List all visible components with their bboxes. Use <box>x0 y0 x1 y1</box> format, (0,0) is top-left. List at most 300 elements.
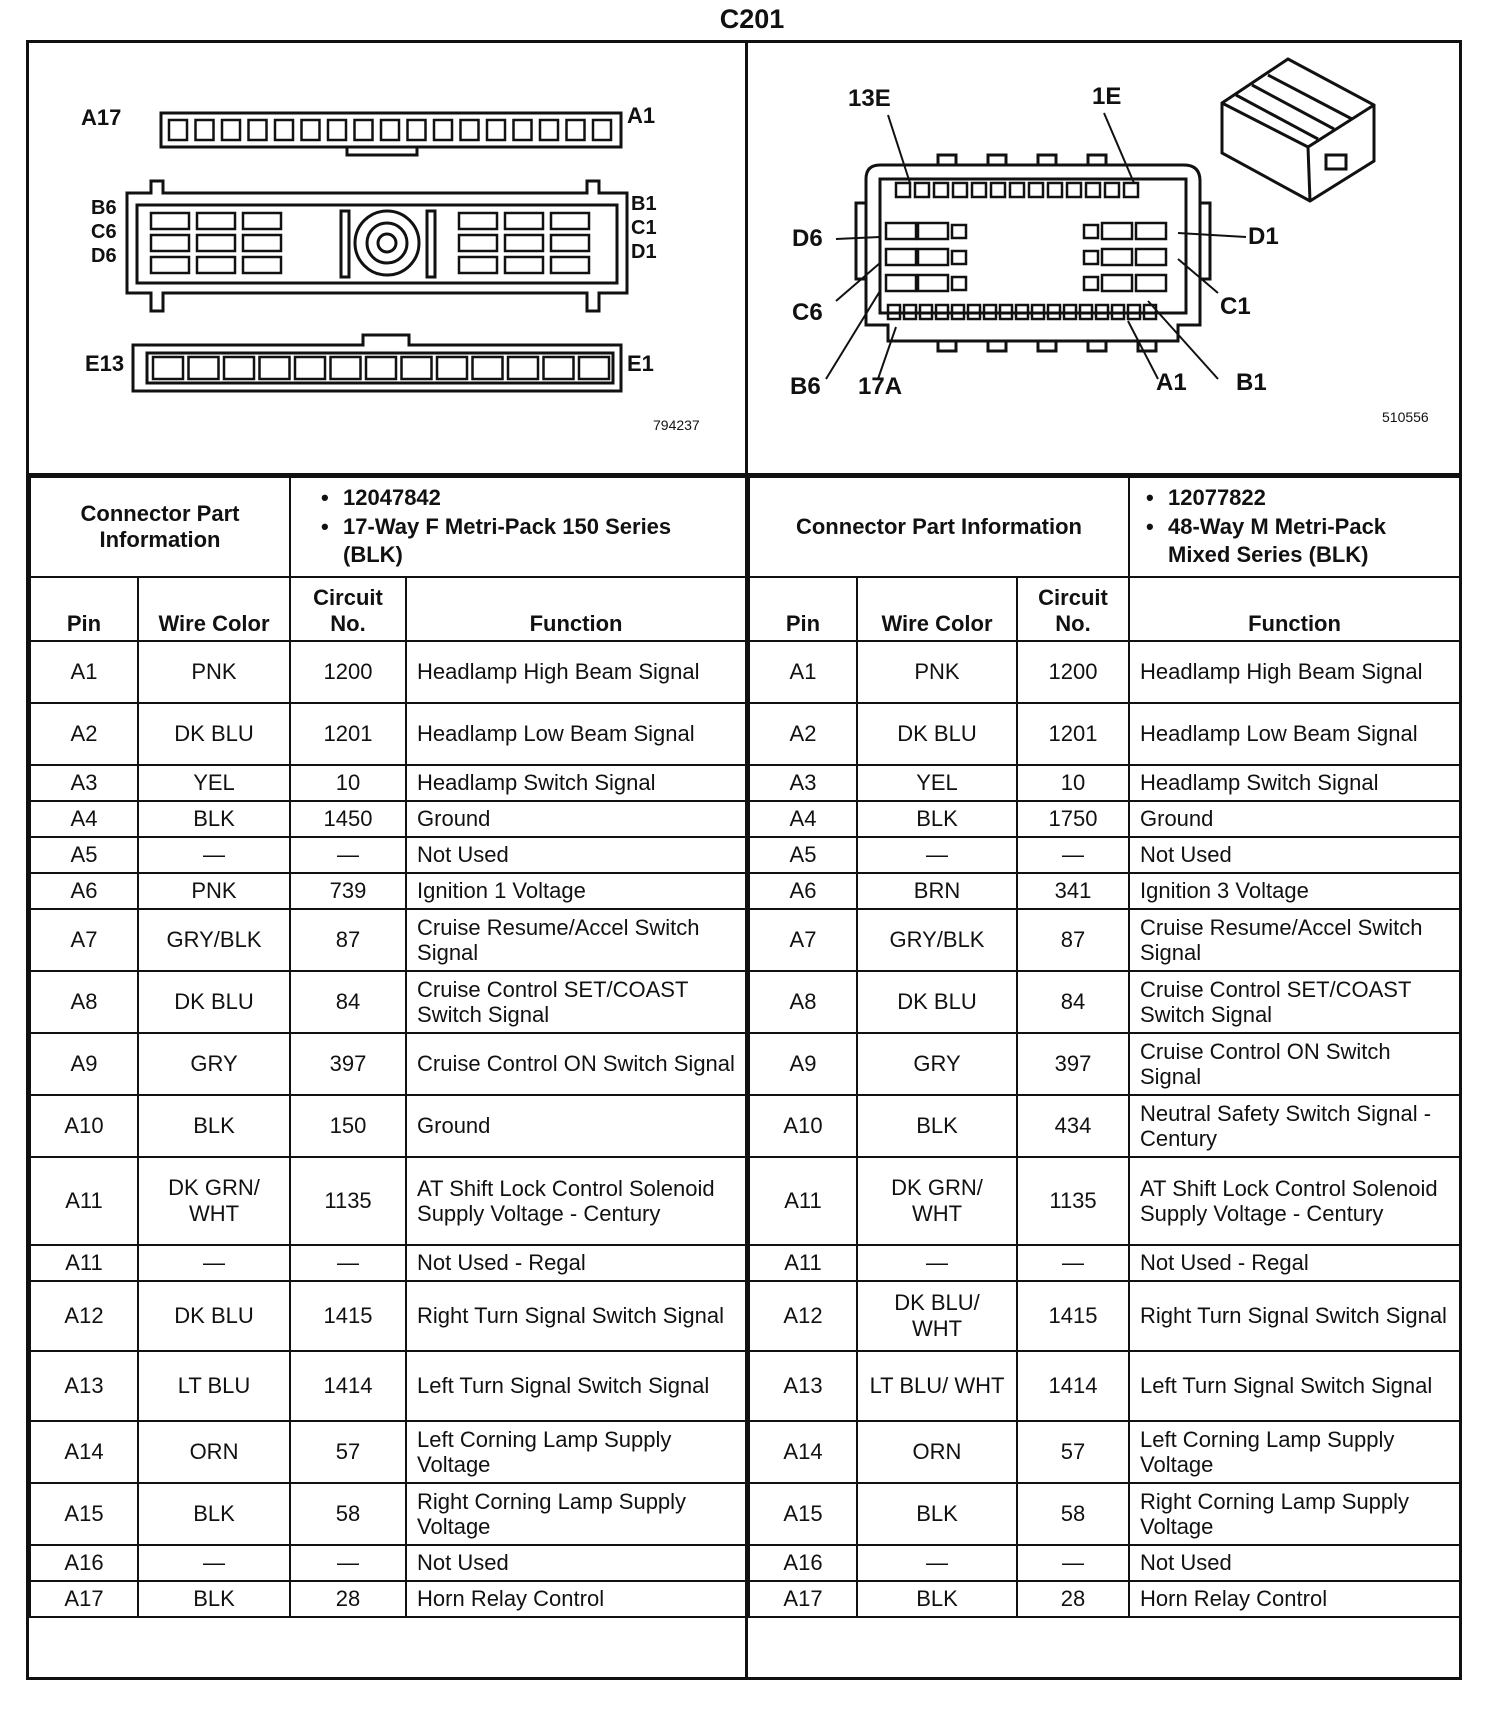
terminal-cavity <box>886 249 916 265</box>
header-circuit-no: Circuit No. <box>290 577 406 641</box>
right-connector-figure <box>748 43 1459 473</box>
pin-cell: A17 <box>749 1581 857 1617</box>
wire-color-cell: — <box>138 837 290 873</box>
table-row <box>30 1483 746 1545</box>
function-cell: Cruise Control SET/COAST Switch Signal <box>1129 971 1460 1033</box>
pin-cell: A7 <box>749 909 857 971</box>
wire-color-cell: DK BLU <box>138 1281 290 1351</box>
table-row <box>749 1421 1460 1483</box>
function-cell: Ignition 1 Voltage <box>406 873 746 909</box>
table-row <box>749 1157 1460 1245</box>
connector-description: • 17-Way F Metri-Pack 150 Series (BLK) <box>321 513 735 570</box>
terminal-cavity <box>918 249 948 265</box>
label-c6: C6 <box>91 221 117 243</box>
wire-color-cell: — <box>857 1545 1017 1581</box>
label-1e: 1E <box>1092 83 1122 110</box>
circuit-cell: 1201 <box>1017 703 1129 765</box>
function-cell: Horn Relay Control <box>406 1581 746 1617</box>
header-wire-color: Wire Color <box>857 577 1017 641</box>
label-b6: B6 <box>91 197 117 219</box>
table-row <box>30 1033 746 1095</box>
table-row <box>749 1581 1460 1617</box>
terminal-cavity <box>1067 183 1081 197</box>
connector-info-row <box>749 477 1460 577</box>
function-cell: Left Corning Lamp Supply Voltage <box>1129 1421 1460 1483</box>
terminal-cavity <box>508 357 538 379</box>
terminal-cavity <box>222 120 240 140</box>
terminal-cavity <box>551 257 589 273</box>
wire-color-cell: BLK <box>857 1095 1017 1157</box>
table-row <box>749 1245 1460 1281</box>
pinout-table-left <box>29 476 747 1618</box>
terminal-cavity <box>918 223 948 239</box>
connector-description: • 48-Way M Metri-Pack Mixed Series (BLK) <box>1146 513 1449 570</box>
connector-info-row <box>30 477 746 577</box>
terminal-cavity <box>1084 225 1098 238</box>
terminal-cavity <box>1136 223 1166 239</box>
terminal-cavity <box>896 183 910 197</box>
function-cell: Headlamp High Beam Signal <box>1129 641 1460 703</box>
terminal-cavity <box>243 213 281 229</box>
terminal-cavity <box>459 213 497 229</box>
connector-info-values <box>290 477 746 577</box>
function-cell: Headlamp Low Beam Signal <box>1129 703 1460 765</box>
circuit-cell: 84 <box>290 971 406 1033</box>
terminal-cavity <box>567 120 585 140</box>
wire-color-cell: BLK <box>138 1095 290 1157</box>
terminal-cavity <box>169 120 187 140</box>
label-c1: C1 <box>1220 293 1251 320</box>
terminal-cavity <box>224 357 254 379</box>
label-a1: A1 <box>627 103 656 128</box>
circuit-cell: 1200 <box>290 641 406 703</box>
circuit-cell: 57 <box>1017 1421 1129 1483</box>
circuit-cell: 28 <box>1017 1581 1129 1617</box>
pin-cell: A3 <box>30 765 138 801</box>
column-header-row <box>749 577 1460 641</box>
function-cell: Left Turn Signal Switch Signal <box>1129 1351 1460 1421</box>
wire-color-cell: GRY/BLK <box>138 909 290 971</box>
circuit-cell: — <box>290 837 406 873</box>
wire-color-cell: BLK <box>138 1581 290 1617</box>
label-b1: B1 <box>1236 369 1267 396</box>
function-cell: Not Used <box>406 837 746 873</box>
wire-color-cell: DK BLU <box>138 703 290 765</box>
circuit-cell: 150 <box>290 1095 406 1157</box>
pin-cell: A8 <box>30 971 138 1033</box>
circuit-cell: 739 <box>290 873 406 909</box>
function-cell: Headlamp Switch Signal <box>1129 765 1460 801</box>
function-cell: Headlamp High Beam Signal <box>406 641 746 703</box>
wire-color-cell: ORN <box>138 1421 290 1483</box>
pin-cell: A5 <box>30 837 138 873</box>
circuit-cell: 1414 <box>1017 1351 1129 1421</box>
wire-color-cell: BLK <box>857 801 1017 837</box>
pin-cell: A5 <box>749 837 857 873</box>
circuit-cell: 87 <box>1017 909 1129 971</box>
terminal-cavity <box>579 357 609 379</box>
wire-color-cell: BLK <box>857 1581 1017 1617</box>
terminal-cavity <box>952 225 966 238</box>
circuit-cell: 57 <box>290 1421 406 1483</box>
function-cell: Right Turn Signal Switch Signal <box>406 1281 746 1351</box>
table-row <box>30 703 746 765</box>
header-wire-color: Wire Color <box>138 577 290 641</box>
terminal-cavity <box>1136 249 1166 265</box>
pin-cell: A16 <box>749 1545 857 1581</box>
label-e13: E13 <box>85 351 125 376</box>
pin-cell: A6 <box>30 873 138 909</box>
terminal-cavity <box>331 357 361 379</box>
table-row <box>749 971 1460 1033</box>
pin-cell: A16 <box>30 1545 138 1581</box>
circuit-cell: 397 <box>1017 1033 1129 1095</box>
wire-color-cell: PNK <box>138 641 290 703</box>
wire-color-cell: LT BLU <box>138 1351 290 1421</box>
terminal-cavity <box>461 120 479 140</box>
terminal-cavity <box>434 120 452 140</box>
terminal-cavity <box>249 120 267 140</box>
terminal-cavity <box>151 257 189 273</box>
circuit-cell: 58 <box>1017 1483 1129 1545</box>
circuit-cell: — <box>290 1545 406 1581</box>
terminal-cavity <box>886 275 916 291</box>
function-cell: Not Used <box>1129 837 1460 873</box>
terminal-cavity <box>243 235 281 251</box>
pin-cell: A11 <box>749 1157 857 1245</box>
pin-cell: A15 <box>30 1483 138 1545</box>
terminal-cavity <box>189 357 219 379</box>
function-cell: Not Used <box>1129 1545 1460 1581</box>
table-row <box>30 909 746 971</box>
terminal-cavity <box>1102 249 1132 265</box>
table-row <box>30 1545 746 1581</box>
function-cell: Cruise Resume/Accel Switch Signal <box>406 909 746 971</box>
function-cell: Right Turn Signal Switch Signal <box>1129 1281 1460 1351</box>
part-number: • 12077822 <box>1146 484 1449 513</box>
terminal-cavity <box>505 235 543 251</box>
terminal-cavity <box>1029 183 1043 197</box>
terminal-cavity <box>1102 223 1132 239</box>
terminal-cavity <box>972 183 986 197</box>
terminal-cavity <box>1105 183 1119 197</box>
wire-color-cell: BLK <box>138 1483 290 1545</box>
function-cell: Cruise Control SET/COAST Switch Signal <box>406 971 746 1033</box>
wire-color-cell: — <box>857 837 1017 873</box>
pin-cell: A3 <box>749 765 857 801</box>
function-cell: Not Used - Regal <box>1129 1245 1460 1281</box>
header-pin: Pin <box>30 577 138 641</box>
terminal-cavity <box>540 120 558 140</box>
table-row <box>749 1095 1460 1157</box>
terminal-cavity <box>551 235 589 251</box>
function-cell: Left Corning Lamp Supply Voltage <box>406 1421 746 1483</box>
terminal-cavity <box>381 120 399 140</box>
pin-cell: A12 <box>30 1281 138 1351</box>
function-cell: Ignition 3 Voltage <box>1129 873 1460 909</box>
terminal-cavity <box>197 235 235 251</box>
pin-cell: A4 <box>30 801 138 837</box>
table-row <box>749 1033 1460 1095</box>
terminal-cavity <box>1086 183 1100 197</box>
page-title: C201 <box>719 4 785 34</box>
wire-color-cell: DK GRN/ WHT <box>857 1157 1017 1245</box>
wire-color-cell: BLK <box>857 1483 1017 1545</box>
table-row <box>30 971 746 1033</box>
terminal-cavity <box>915 183 929 197</box>
terminal-cavity <box>886 223 916 239</box>
wire-color-cell: YEL <box>138 765 290 801</box>
table-row <box>749 1281 1460 1351</box>
terminal-cavity <box>952 277 966 290</box>
table-row <box>749 1351 1460 1421</box>
pin-cell: A2 <box>749 703 857 765</box>
wire-color-cell: — <box>857 1245 1017 1281</box>
terminal-cavity <box>593 120 611 140</box>
pin-cell: A10 <box>30 1095 138 1157</box>
circuit-cell: — <box>1017 1245 1129 1281</box>
circuit-cell: 10 <box>1017 765 1129 801</box>
table-row <box>30 1157 746 1245</box>
function-cell: AT Shift Lock Control Solenoid Supply Voltage - Century <box>1129 1157 1460 1245</box>
label-d1: D1 <box>631 241 657 263</box>
terminal-cavity <box>437 357 467 379</box>
circuit-cell: 1135 <box>1017 1157 1129 1245</box>
table-row <box>30 641 746 703</box>
terminal-cavity <box>551 213 589 229</box>
header-pin: Pin <box>749 577 857 641</box>
terminal-cavity <box>402 357 432 379</box>
table-row <box>30 837 746 873</box>
table-row <box>749 1545 1460 1581</box>
wire-color-cell: DK BLU <box>138 971 290 1033</box>
table-row <box>30 1421 746 1483</box>
circuit-cell: 1415 <box>1017 1281 1129 1351</box>
wire-color-cell: PNK <box>857 641 1017 703</box>
terminal-cavity <box>153 357 183 379</box>
circuit-cell: 434 <box>1017 1095 1129 1157</box>
circuit-cell: 1415 <box>290 1281 406 1351</box>
wire-color-cell: PNK <box>138 873 290 909</box>
terminal-cavity <box>196 120 214 140</box>
wire-color-cell: BRN <box>857 873 1017 909</box>
figure-number: 510556 <box>1382 409 1429 425</box>
terminal-cavity <box>408 120 426 140</box>
label-a1: A1 <box>1156 369 1187 396</box>
table-row <box>30 1095 746 1157</box>
wire-color-cell: — <box>138 1245 290 1281</box>
terminal-cavity <box>952 251 966 264</box>
label-13e: 13E <box>848 85 891 112</box>
terminal-cavity <box>197 213 235 229</box>
circuit-cell: — <box>290 1245 406 1281</box>
circuit-cell: 1450 <box>290 801 406 837</box>
table-row <box>749 837 1460 873</box>
terminal-cavity <box>151 235 189 251</box>
pin-cell: A11 <box>30 1157 138 1245</box>
terminal-cavity <box>918 275 948 291</box>
function-cell: Cruise Control ON Switch Signal <box>1129 1033 1460 1095</box>
table-row <box>749 1483 1460 1545</box>
table-row <box>30 873 746 909</box>
terminal-cavity <box>459 235 497 251</box>
connector-info-values <box>1129 477 1460 577</box>
part-number: • 12047842 <box>321 484 735 513</box>
pin-cell: A4 <box>749 801 857 837</box>
pin-cell: A11 <box>749 1245 857 1281</box>
terminal-cavity <box>260 357 290 379</box>
wire-color-cell: DK BLU <box>857 703 1017 765</box>
pin-cell: A13 <box>749 1351 857 1421</box>
label-d1: D1 <box>1248 223 1279 250</box>
column-header-row <box>30 577 746 641</box>
pin-cell: A9 <box>30 1033 138 1095</box>
label-b6: B6 <box>790 373 821 400</box>
table-row <box>749 703 1460 765</box>
function-cell: Cruise Control ON Switch Signal <box>406 1033 746 1095</box>
circuit-cell: 341 <box>1017 873 1129 909</box>
terminal-cavity <box>355 120 373 140</box>
terminal-cavity <box>991 183 1005 197</box>
function-cell: Right Corning Lamp Supply Voltage <box>406 1483 746 1545</box>
pin-cell: A1 <box>749 641 857 703</box>
function-cell: AT Shift Lock Control Solenoid Supply Voltage - Century <box>406 1157 746 1245</box>
pin-cell: A10 <box>749 1095 857 1157</box>
pin-cell: A13 <box>30 1351 138 1421</box>
circuit-cell: 87 <box>290 909 406 971</box>
circuit-cell: 1200 <box>1017 641 1129 703</box>
terminal-cavity <box>473 357 503 379</box>
connector-sheet <box>26 40 1462 1680</box>
function-cell: Headlamp Low Beam Signal <box>406 703 746 765</box>
wire-color-cell: BLK <box>138 801 290 837</box>
header-function: Function <box>1129 577 1460 641</box>
left-connector-figure <box>29 43 745 473</box>
wire-color-cell: YEL <box>857 765 1017 801</box>
table-row <box>30 1245 746 1281</box>
table-row <box>30 765 746 801</box>
table-row <box>749 909 1460 971</box>
function-cell: Neutral Safety Switch Signal - Century <box>1129 1095 1460 1157</box>
pin-cell: A8 <box>749 971 857 1033</box>
label-17a: 17A <box>858 373 903 400</box>
terminal-cavity <box>953 183 967 197</box>
terminal-cavity <box>505 213 543 229</box>
terminal-cavity <box>505 257 543 273</box>
function-cell: Ground <box>406 1095 746 1157</box>
terminal-cavity <box>1102 275 1132 291</box>
pin-cell: A17 <box>30 1581 138 1617</box>
terminal-cavity <box>1084 251 1098 264</box>
pin-cell: A7 <box>30 909 138 971</box>
terminal-cavity <box>514 120 532 140</box>
function-cell: Not Used <box>406 1545 746 1581</box>
wire-color-cell: ORN <box>857 1421 1017 1483</box>
header-function: Function <box>406 577 746 641</box>
function-cell: Ground <box>406 801 746 837</box>
pin-cell: A14 <box>30 1421 138 1483</box>
circuit-cell: 28 <box>290 1581 406 1617</box>
label-d6: D6 <box>91 245 117 267</box>
terminal-cavity <box>544 357 574 379</box>
circuit-cell: 1750 <box>1017 801 1129 837</box>
terminal-cavity <box>197 257 235 273</box>
wire-color-cell: GRY <box>138 1033 290 1095</box>
terminal-cavity <box>1124 183 1138 197</box>
table-row <box>30 1581 746 1617</box>
pin-cell: A11 <box>30 1245 138 1281</box>
connector-info-label: Connector Part Information <box>749 477 1129 577</box>
connector-info-label: Connector Part Information <box>30 477 290 577</box>
terminal-cavity <box>295 357 325 379</box>
function-cell: Ground <box>1129 801 1460 837</box>
terminal-cavity <box>1084 277 1098 290</box>
circuit-cell: 58 <box>290 1483 406 1545</box>
wire-color-cell: — <box>138 1545 290 1581</box>
circuit-cell: — <box>1017 837 1129 873</box>
pinout-table-right <box>748 476 1461 1618</box>
circuit-cell: 1414 <box>290 1351 406 1421</box>
pin-cell: A15 <box>749 1483 857 1545</box>
table-row <box>749 641 1460 703</box>
terminal-cavity <box>1136 275 1166 291</box>
wire-color-cell: DK GRN/ WHT <box>138 1157 290 1245</box>
circuit-cell: 397 <box>290 1033 406 1095</box>
function-cell: Not Used - Regal <box>406 1245 746 1281</box>
terminal-cavity <box>487 120 505 140</box>
pin-cell: A12 <box>749 1281 857 1351</box>
table-row <box>30 1351 746 1421</box>
pin-cell: A1 <box>30 641 138 703</box>
label-a17: A17 <box>81 105 122 130</box>
circuit-cell: 10 <box>290 765 406 801</box>
header-circuit-no: Circuit No. <box>1017 577 1129 641</box>
function-cell: Right Corning Lamp Supply Voltage <box>1129 1483 1460 1545</box>
table-row <box>749 765 1460 801</box>
circuit-cell: — <box>1017 1545 1129 1581</box>
label-c6: C6 <box>792 299 823 326</box>
table-row <box>30 1281 746 1351</box>
wire-color-cell: DK BLU/ WHT <box>857 1281 1017 1351</box>
terminal-cavity <box>934 183 948 197</box>
terminal-cavity <box>1010 183 1024 197</box>
terminal-cavity <box>1048 183 1062 197</box>
label-d6: D6 <box>792 225 823 252</box>
function-cell: Left Turn Signal Switch Signal <box>406 1351 746 1421</box>
circuit-cell: 1201 <box>290 703 406 765</box>
wire-color-cell: LT BLU/ WHT <box>857 1351 1017 1421</box>
function-cell: Headlamp Switch Signal <box>406 765 746 801</box>
circuit-cell: 84 <box>1017 971 1129 1033</box>
terminal-cavity <box>151 213 189 229</box>
function-cell: Horn Relay Control <box>1129 1581 1460 1617</box>
label-b1: B1 <box>631 193 657 215</box>
pin-cell: A14 <box>749 1421 857 1483</box>
terminal-cavity <box>328 120 346 140</box>
wire-color-cell: GRY <box>857 1033 1017 1095</box>
wire-color-cell: GRY/BLK <box>857 909 1017 971</box>
terminal-cavity <box>459 257 497 273</box>
terminal-cavity <box>275 120 293 140</box>
figure-number: 794237 <box>653 417 700 433</box>
terminal-cavity <box>366 357 396 379</box>
function-cell: Cruise Resume/Accel Switch Signal <box>1129 909 1460 971</box>
label-e1: E1 <box>627 351 654 376</box>
table-row <box>30 801 746 837</box>
pin-cell: A2 <box>30 703 138 765</box>
terminal-cavity <box>243 257 281 273</box>
pin-cell: A6 <box>749 873 857 909</box>
